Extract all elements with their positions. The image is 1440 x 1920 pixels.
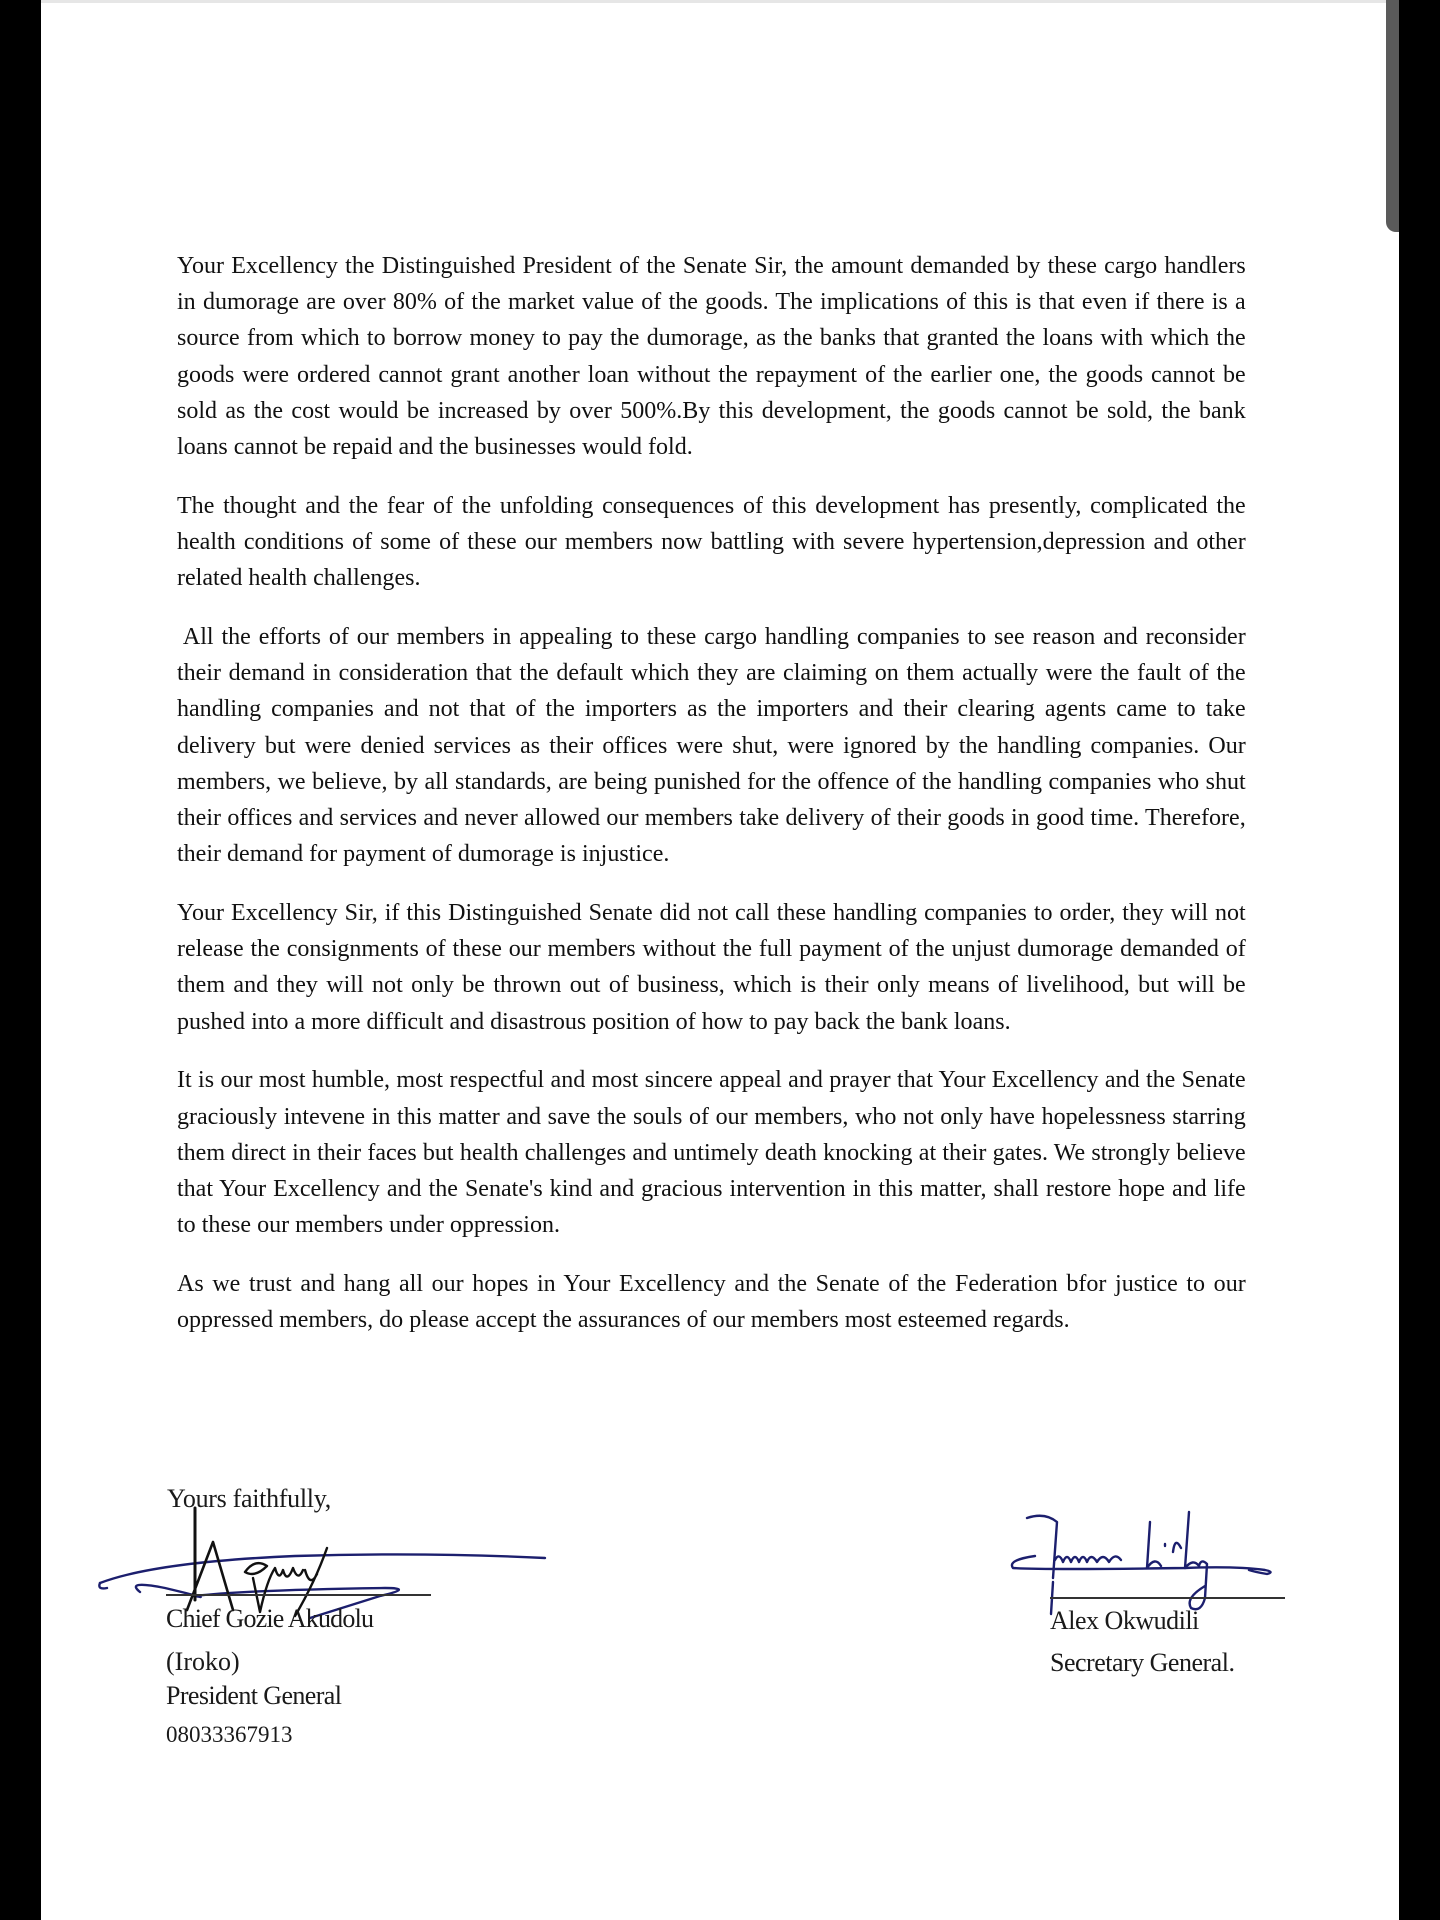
signature-line-left <box>166 1594 431 1596</box>
letter-body <box>177 248 1262 1361</box>
paragraph-4: Your Excellency Sir, if this Distinguished Senate did not call these handling companies to order, they will not release the consignments of these our members without the full payment of the unjust dumorage demanded of them and they will not only be thrown out of business, which is their only means of livelihood, but will be pushed into a more difficult and disastrous position of how to pay back the bank loans. <box>177 899 1246 1035</box>
scrollbar-thumb[interactable] <box>1386 0 1399 232</box>
signatory-name-left: Chief Gozie Akudolu <box>166 1604 374 1633</box>
paragraph-1: Your Excellency the Distinguished President of the Senate Sir, the amount demanded by these cargo handlers in dumorage are over 80% of the market value of the goods. The implications of this is that even if there is a source from which to borrow money to pay the dumorage, as the banks that granted the loans with which the goods were ordered cannot grant another loan without the repayment of the earlier one, the goods cannot be sold as the cost would be increased by over 500%.By this development, the goods cannot be sold, the bank loans cannot be repaid and the businesses would fold. <box>177 252 1246 461</box>
signatory-name-right: Alex Okwudili <box>1050 1606 1199 1635</box>
top-edge-divider <box>41 0 1386 3</box>
signatory-alias-left: (Iroko) <box>166 1647 240 1676</box>
signatory-title-left: President General <box>166 1681 342 1710</box>
signature-president-general <box>95 1500 555 1620</box>
closing-salutation: Yours faithfully, <box>167 1484 331 1513</box>
paragraph-2: The thought and the fear of the unfolding consequences of this development has presently, complicated the health conditions of some of these our members now battling with severe hypertension,depression and other related health challenges. <box>177 491 1246 592</box>
paragraph-6: As we trust and hang all our hopes in Your Excellency and the Senate of the Federation bfor justice to our oppressed members, do please accept the assurances of our members most esteemed regards. <box>177 1270 1246 1334</box>
signatory-title-right: Secretary General. <box>1050 1648 1235 1677</box>
paragraph-3: All the efforts of our members in appealing to these cargo handling companies to see reason and reconsider their demand in consideration that the default which they are claiming on them actually were the fault of the handling companies and not that of the importers as the importers and their clearing agents came to take delivery but were denied services as their offices were shut, were ignored by the handling companies. Our members, we believe, by all standards, are being punished for the offence of the handling companies who shut their offices and services and never allowed our members take delivery of their goods in good time. Therefore, their demand for payment of dumorage is injustice. <box>177 623 1246 868</box>
paragraph-5: It is our most humble, most respectful and most sincere appeal and prayer that Your Excellency and the Senate graciously intevene in this matter and save the souls of our members, who not only have hopelessness starring them direct in their faces but health challenges and untimely death knocking at their gates. We strongly believe that Your Excellency and the Senate's kind and gracious intervention in this matter, shall restore hope and life to these our members under oppression. <box>177 1066 1246 1239</box>
signature-line-right <box>1050 1597 1285 1599</box>
signatory-phone-left: 08033367913 <box>166 1722 293 1747</box>
